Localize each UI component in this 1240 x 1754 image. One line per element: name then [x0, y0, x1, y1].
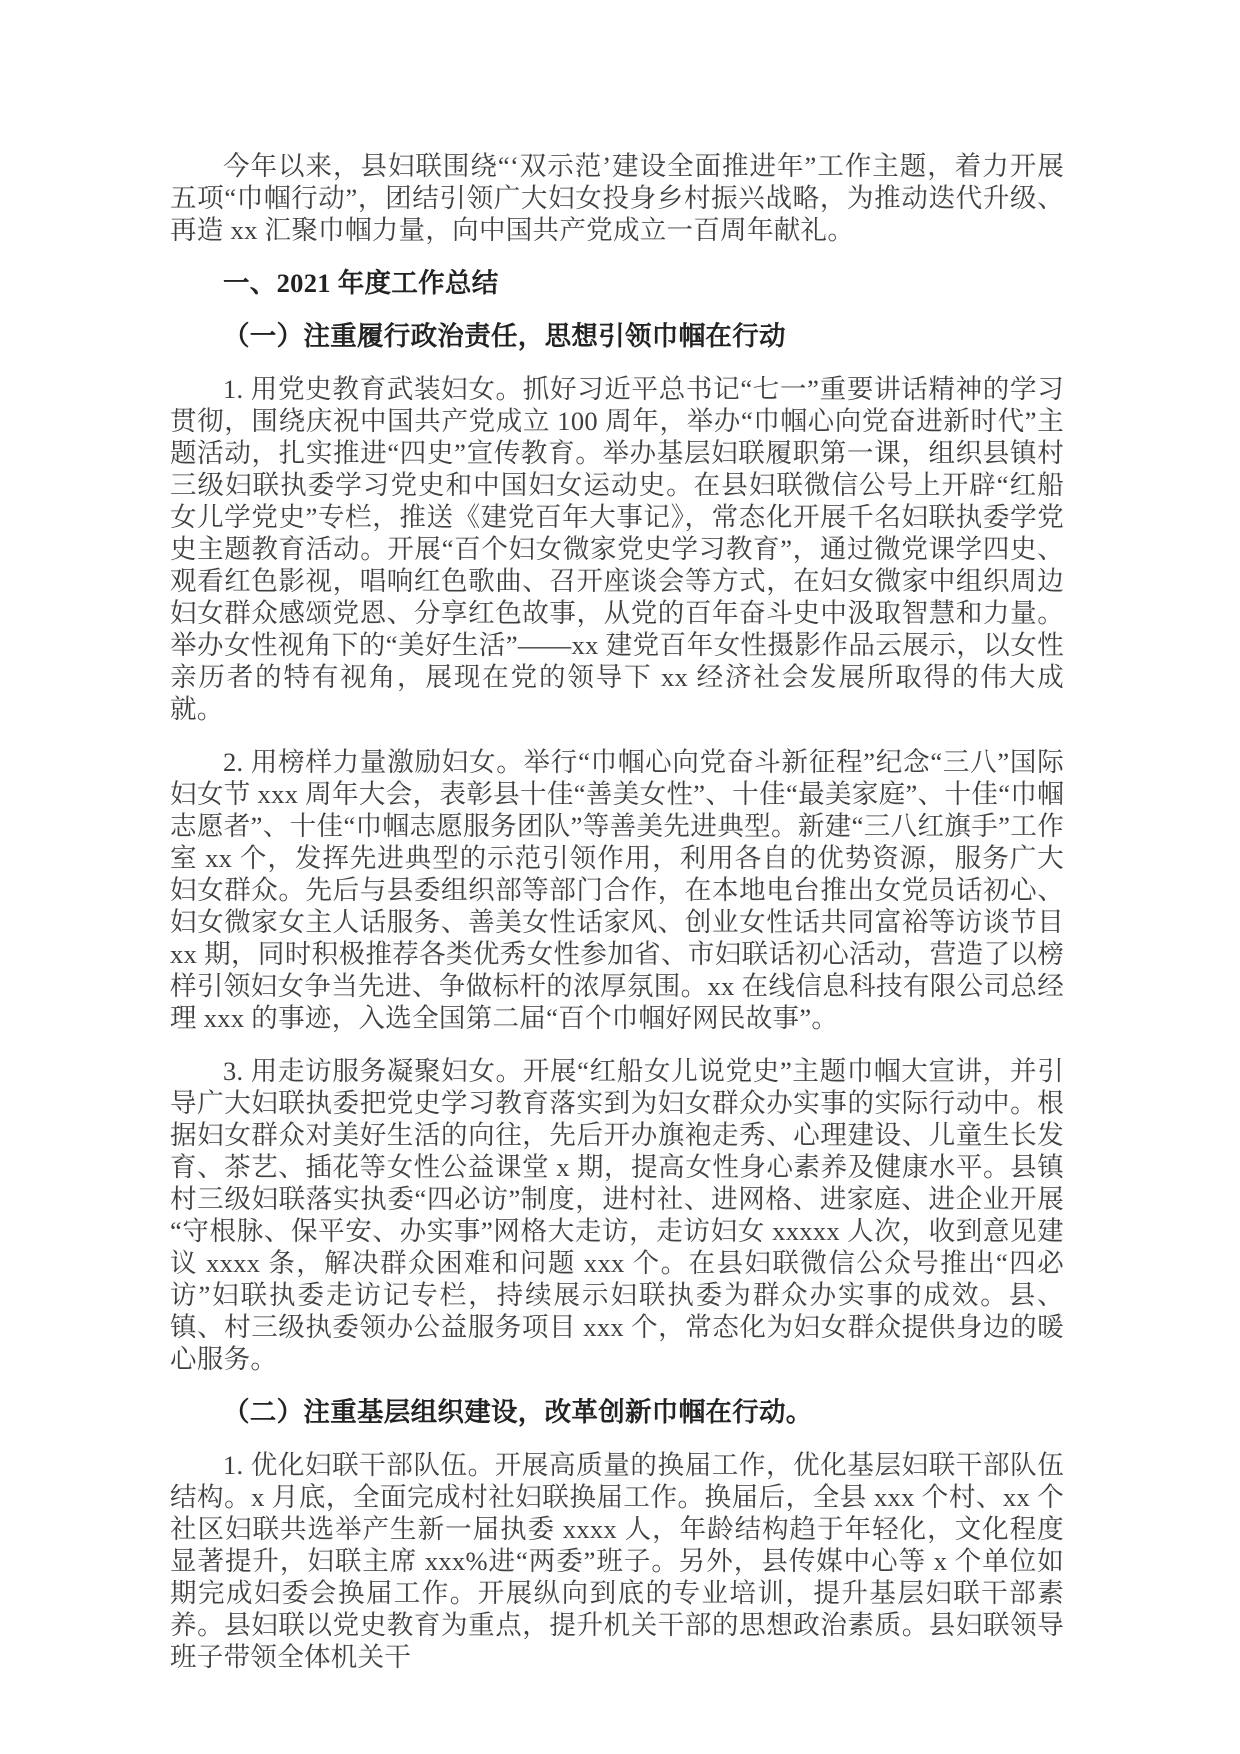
paragraph-role-model-motivation: 2. 用榜样力量激励妇女。举行“巾帼心向党奋斗新征程”纪念“三八”国际妇女节 xxx 周年大会，表彰县十佳“善美女性”、十佳“最美家庭”、十佳“巾帼志愿者”、十佳“巾帼志愿服务团队”等善美先进典型。新建“三八红旗手”工作室 xx 个，发挥先进典型的示范引领作用，利用各自的优势资源，服务广大妇女群众。先后与县委组织部等部门合作，在本地电台推出女党员话初心、妇女微家女主人话服务、善美女性话家风、创业女性话共同富裕等访谈节目 xx 期，同时积极推荐各类优秀女性参加省、市妇联话初心活动，营造了以榜样引领妇女争当先进、争做标杆的浓厚氛围。xx 在线信息科技有限公司总经理 xxx 的事迹，入选全国第二届“百个巾帼好网民故事”。 [170, 747, 1064, 1033]
heading-subsection-2-grassroots-organization: （二）注重基层组织建设，改革创新巾帼在行动。 [223, 1397, 813, 1427]
paragraph-party-history-education: 1. 用党史教育武装妇女。抓好习近平总书记“七一”重要讲话精神的学习贯彻，围绕庆祝中国共产党成立 100 周年，举办“巾帼心向党奋进新时代”主题活动，扎实推进“四史”宣传教育。举办基层妇联履职第一课，组织县镇村三级妇联执委学习党史和中国妇女运动史。在县妇联微信公号上开辟“红船女儿学党史”专栏，推送《建党百年大事记》，常态化开展千名妇联执委学党史主题教育活动。开展“百个妇女微家党史学习教育”，通过微党课学四史、观看红色影视，唱响红色歌曲、召开座谈会等方式，在妇女微家中组织周边妇女群众感颂党恩、分享红色故事，从党的百年奋斗史中汲取智慧和力量。举办女性视角下的“美好生活”——xx 建党百年女性摄影作品云展示，以女性亲历者的特有视角，展现在党的领导下 xx 经济社会发展所取得的伟大成就。 [170, 374, 1064, 724]
paragraph-cadre-team-optimization: 1. 优化妇联干部队伍。开展高质量的换届工作，优化基层妇联干部队伍结构。x 月底，全面完成村社妇联换届工作。换届后，全县 xxx 个村、xx 个社区妇联共选举产生新一届执委 xxxx 人，年龄结构趋于年轻化，文化程度显著提升，妇联主席 xxx%进“两委”班子。另外，县传媒中心等 x 个单位如期完成妇委会换届工作。开展纵向到底的专业培训，提升基层妇联干部素养。县妇联以党史教育为重点，提升机关干部的思想政治素质。县妇联领导班子带领全体机关干 [170, 1450, 1064, 1672]
heading-subsection-1-political-responsibility: （一）注重履行政治责任，思想引领巾帼在行动 [223, 321, 786, 351]
paragraph-intro: 今年以来，县妇联围绕“‘双示范’建设全面推进年”工作主题，着力开展五项“巾帼行动”，团结引领广大妇女投身乡村振兴战略，为推动迭代升级、再造 xx 汇聚巾帼力量，向中国共产党成立一百周年献礼。 [170, 151, 1064, 245]
paragraph-visiting-services: 3. 用走访服务凝聚妇女。开展“红船女儿说党史”主题巾帼大宣讲，并引导广大妇联执委把党史学习教育落实到为妇女群众办实事的实际行动中。根据妇女群众对美好生活的向往，先后开办旗袍走秀、心理建设、儿童生长发育、茶艺、插花等女性公益课堂 x 期，提高女性身心素养及健康水平。县镇村三级妇联落实执委“四必访”制度，进村社、进网格、进家庭、进企业开展“守根脉、保平安、办实事”网格大走访，走访妇女 xxxxx 人次，收到意见建议 xxxx 条，解决群众困难和问题 xxx 个。在县妇联微信公众号推出“四必访”妇联执委走访记专栏，持续展示妇联执委为群众办实事的成效。县、镇、村三级执委领办公益服务项目 xxx 个，常态化为妇女群众提供身边的暖心服务。 [170, 1056, 1064, 1374]
heading-section-1-work-summary: 一、2021 年度工作总结 [223, 268, 499, 298]
document-body [170, 150, 1064, 1673]
